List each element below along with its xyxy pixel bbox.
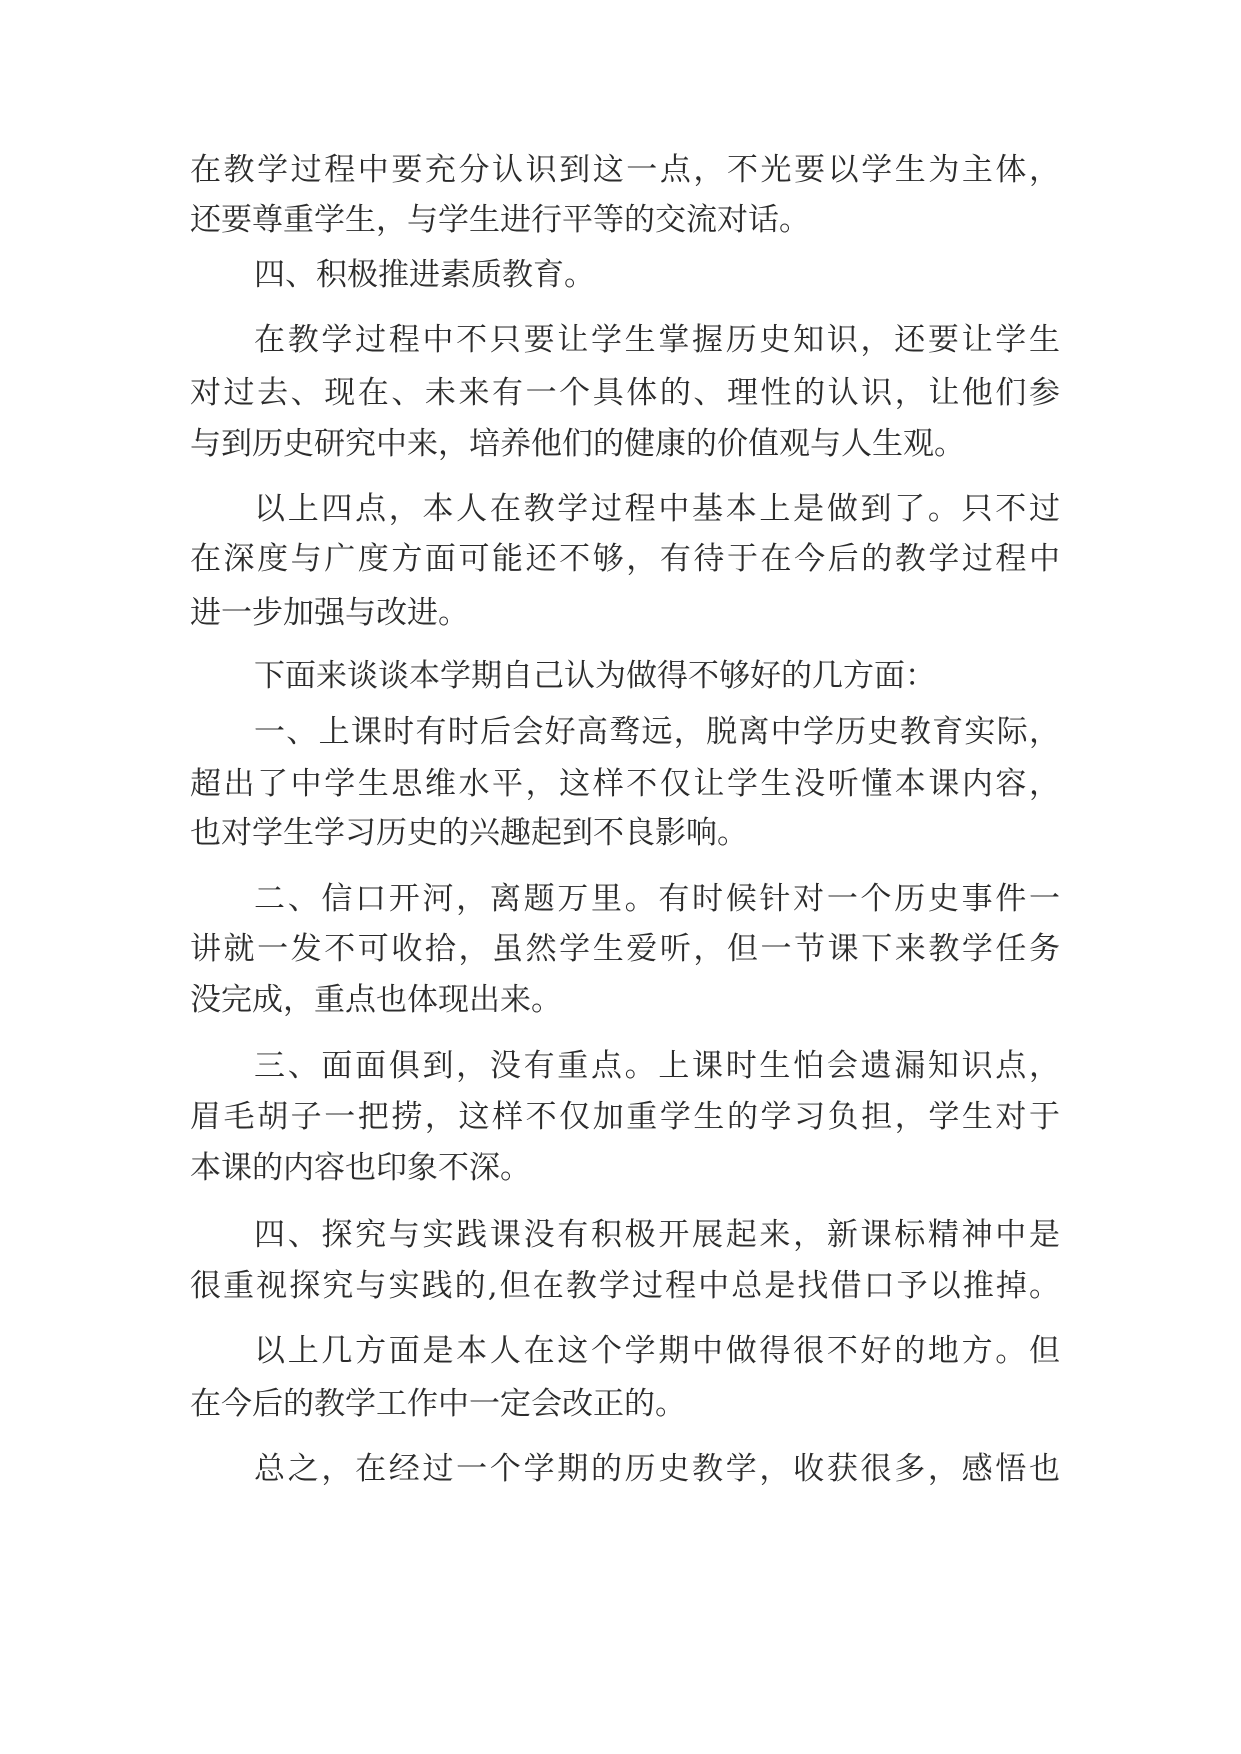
text-line: 二、信口开河，离题万里。有时候针对一个历史事件一 — [254, 881, 1060, 917]
text-line: 还要尊重学生，与学生进行平等的交流对话。 — [190, 202, 810, 238]
text-line: 与到历史研究中来，培养他们的健康的价值观与人生观。 — [190, 426, 965, 462]
text-line: 本课的内容也印象不深。 — [190, 1150, 531, 1186]
text-line: 在今后的教学工作中一定会改正的。 — [190, 1386, 686, 1422]
text-line: 也对学生学习历史的兴趣起到不良影响。 — [190, 815, 748, 851]
text-line: 下面来谈谈本学期自己认为做得不够好的几方面： — [254, 658, 936, 694]
text-line: 一、上课时有时后会好高骛远，脱离中学历史教育实际， — [254, 714, 1060, 750]
text-line: 对过去、现在、未来有一个具体的、理性的认识，让他们参 — [190, 375, 1060, 411]
text-line: 眉毛胡子一把捞，这样不仅加重学生的学习负担，学生对于 — [190, 1099, 1060, 1135]
text-line: 三、面面俱到，没有重点。上课时生怕会遗漏知识点， — [254, 1048, 1060, 1084]
text-line: 总之，在经过一个学期的历史教学，收获很多，感悟也 — [254, 1451, 1060, 1487]
text-line: 讲就一发不可收拾，虽然学生爱听，但一节课下来教学任务 — [190, 931, 1060, 967]
text-line: 进一步加强与改进。 — [190, 595, 469, 631]
text-line: 超出了中学生思维水平，这样不仅让学生没听懂本课内容， — [190, 766, 1060, 802]
text-line: 以上四点，本人在教学过程中基本上是做到了。只不过 — [254, 491, 1060, 527]
text-line: 很重视探究与实践的,但在教学过程中总是找借口予以推掉。 — [190, 1268, 1060, 1304]
text-line: 在深度与广度方面可能还不够，有待于在今后的教学过程中 — [190, 541, 1060, 577]
text-line: 在教学过程中要充分认识到这一点，不光要以学生为主体， — [190, 152, 1060, 188]
text-line: 在教学过程中不只要让学生掌握历史知识，还要让学生 — [254, 322, 1060, 358]
section-heading: 四、积极推进素质教育。 — [254, 257, 595, 293]
text-line: 四、探究与实践课没有积极开展起来，新课标精神中是 — [254, 1217, 1060, 1253]
text-line: 没完成，重点也体现出来。 — [190, 982, 562, 1018]
text-line: 以上几方面是本人在这个学期中做得很不好的地方。但 — [254, 1333, 1060, 1369]
